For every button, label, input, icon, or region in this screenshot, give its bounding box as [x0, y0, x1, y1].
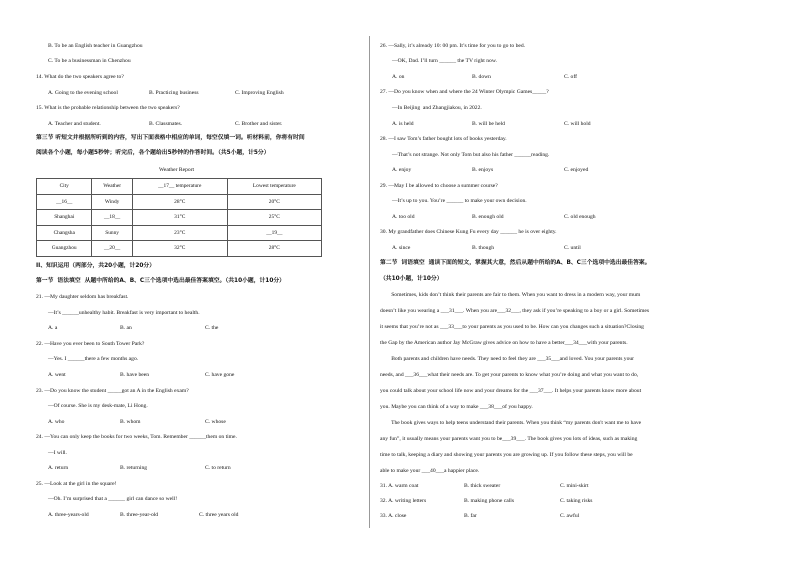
q30-option-c: C. until	[564, 245, 581, 251]
q24-option-b: B. returning	[120, 465, 148, 471]
table-cell: 28°C	[227, 241, 321, 257]
q25-stem: 25. —Look at the girl in the square!	[36, 481, 117, 487]
q33-option-c: C. awful	[560, 513, 580, 519]
q26-stem: 26. —Sally, it’s already 10: 00 pm. It’s time for you to go to bed.	[380, 43, 526, 49]
q32-option-c: C. taking risks	[560, 498, 593, 504]
q28-option-a: A. enjoy	[392, 167, 412, 173]
q26-option-b: B. down	[472, 74, 491, 80]
table-cell: Sunny	[92, 225, 132, 241]
q23-line2: —Of course. She is my desk-mate, Li Hong.	[48, 403, 148, 409]
q27-option-a: A. is held	[392, 121, 414, 127]
table-cell: __19__	[227, 225, 321, 241]
section2-instruction-line2: （共10小题，计10分）	[380, 276, 443, 282]
q33-option-a: 33. A. close	[380, 513, 407, 519]
table-row	[37, 225, 322, 241]
table-title: Weather Report	[159, 167, 195, 173]
passage-line: it seems that you’re not as ___33___to your parents as you used to be. How can you changes such a situation?Closing	[380, 324, 644, 330]
q28-option-b: B. enjoys	[472, 167, 494, 173]
section3-instruction-line2: 阅读各个小题，每小题5秒钟；听完后，各个题给出5秒钟的作答时间。（共5小题，计5分）	[36, 150, 270, 156]
q21-option-b: B. an	[120, 325, 132, 331]
q28-option-c: C. enjoyed	[564, 167, 589, 173]
q14-option-b: B. Practicing business	[149, 90, 199, 96]
passage-line: you. Maybe you can think of a way to make ___38___of you happy.	[380, 404, 533, 410]
q24-stem: 24. —You can only keep the books for two weeks, Tom. Remember ______them on time.	[36, 434, 237, 440]
passage-line: The book gives ways to help teens understand their parents. When you think “my parents don't want me to have	[380, 420, 642, 426]
q22-option-b: B. have been	[120, 372, 150, 378]
q32-option-a: 32. A. writing letters	[380, 498, 427, 504]
q30-option-a: A. since	[392, 245, 411, 251]
table-cell: Guangzhou	[37, 241, 92, 257]
q23-option-b: B. whom	[120, 419, 141, 425]
q21-stem: 21. —My daughter seldom has breakfast.	[36, 294, 129, 300]
table-cell: Changsha	[37, 225, 92, 241]
table-row	[37, 210, 322, 226]
q30-stem: 30. My grandfather does Chinese Kung Fu every day ______ he is over eighty.	[380, 229, 557, 235]
q29-option-b: B. enough old	[472, 214, 504, 220]
section3-instruction-line1: 第三节 听短文并根据所听到的内容，写出下面表格中相应的单词，每空仅填一词。听材料前，你将有时间	[36, 135, 305, 141]
q29-stem: 29. —May I be allowed to choose a summer course?	[380, 183, 498, 189]
column-divider	[369, 36, 370, 528]
q23-option-a: A. who	[48, 419, 65, 425]
q27-stem: 27. —Do you know when and where the 24 Winter Olympic Games_____?	[380, 89, 549, 95]
q32-option-b: B. making phone calls	[464, 498, 515, 504]
q15-option-b: B. Classmates.	[149, 121, 183, 127]
q26-line2: —OK, Dad. I’ll turn ______ the TV right now.	[392, 58, 497, 64]
table-header-row	[37, 179, 322, 195]
table-cell: 23°C	[132, 225, 227, 241]
table-cell: 28°C	[132, 194, 227, 210]
table-header: Weather	[92, 179, 132, 195]
passage-line: Sometimes, kids don’t think their parents are fair to them. When you want to dress in a modern way, your mum	[380, 292, 641, 298]
q14-option-a: A. Going to the evening school	[48, 90, 118, 96]
passage-line: time to talk, keeping a diary and showing your parents you are growing up. If you follow these steps, you will be	[380, 452, 633, 458]
q23-stem: 23. —Do you know the student _____got an A in the English exam?	[36, 388, 189, 394]
q24-option-c: C. to return	[205, 465, 231, 471]
q28-line2: —That’s not strange. Not only Tom but also his father ______reading.	[392, 152, 550, 158]
q29-line2: —It’s up to you. You’re ______ to make your own decision.	[392, 198, 527, 204]
q27-option-c: C. will hold	[564, 121, 591, 127]
q14-option-c: C. Improving English	[235, 90, 284, 96]
passage-line: you could talk about your school life now and your dreams for the ___37___. It helps your parents know more about	[380, 388, 642, 394]
passage-line: the Gap by the American author Jay McGraw gives advice on how to have a better___34___with your parents.	[380, 340, 628, 346]
passage-line: able to make your ___40___a happier place.	[380, 468, 480, 474]
q22-stem: 22. —Have you ever been to South Tower Park?	[36, 341, 145, 347]
section2-instruction-line1: 第二节 词语填空 通读下面的短文，掌握其大意，然后从题中所给的A、B、C三个选项中选出最佳答案。	[380, 260, 651, 266]
q15-option-c: C. Brother and sister.	[235, 121, 283, 127]
table-header: City	[37, 179, 92, 195]
q26-option-c: C. off	[564, 74, 577, 80]
table-cell: __20__	[92, 241, 132, 257]
q22-option-a: A. went	[48, 372, 66, 378]
q30-option-b: B. though	[472, 245, 495, 251]
part2-section1-instruction: 第一节 语法填空 从题中所给的A、B、C三个选项中选出最佳答案填空。（共10小题，计10分）	[36, 278, 285, 284]
weather-report-table	[36, 178, 322, 257]
q13-option-b: B. To be an English teacher in Guangzhou	[48, 43, 143, 49]
q29-option-a: A. too old	[392, 214, 415, 220]
q21-option-a: A. a	[48, 325, 58, 331]
passage-line: doesn’t like you wearing a ___31___. When you are___32___, they ask if you’re speaking to a boy or a girl. Sometimes	[380, 308, 650, 314]
q31-option-c: C. mini-skirt	[560, 483, 589, 489]
q23-option-c: C. whose	[205, 419, 226, 425]
table-header: __17__ temperature	[132, 179, 227, 195]
table-cell: 31°C	[132, 210, 227, 226]
q29-option-c: C. old enough	[564, 214, 596, 220]
q28-stem: 28. —I saw Tom’s father bought lots of books yesterday.	[380, 136, 507, 142]
q13-option-c: C. To be a businessman in Chenzhou	[48, 58, 131, 64]
q24-line2: —I will.	[48, 450, 67, 456]
q27-line2: —In Beijing and Zhangjiakou, in 2022.	[392, 105, 482, 111]
q21-option-c: C. the	[205, 325, 219, 331]
table-row	[37, 194, 322, 210]
table-cell: 32°C	[132, 241, 227, 257]
q15-option-a: A. Teacher and student.	[48, 121, 101, 127]
q25-option-b: B. three-year-old	[120, 512, 159, 518]
q21-line2: —It’s ______unhealthy habit. Breakfast is very important to health.	[48, 310, 200, 316]
q25-line2: —Oh. I’m surprised that a ______ girl can dance so well!	[48, 496, 178, 502]
table-cell: Shanghai	[37, 210, 92, 226]
part2-title: II、知识运用（两部分，共20小题，计20分）	[36, 263, 155, 269]
table-cell: Windy	[92, 194, 132, 210]
q25-option-a: A. three-years-old	[48, 512, 89, 518]
passage-line: any fun”, it usually means your parents want you to be___39___. The book gives you lots of ideas, such as making	[380, 436, 638, 442]
q24-option-a: A. return	[48, 465, 69, 471]
table-row	[37, 241, 322, 257]
q27-option-b: B. will be held	[472, 121, 505, 127]
q14-stem: 14. What do the two speakers agree to?	[36, 74, 124, 80]
table-cell: __16__	[37, 194, 92, 210]
passage-line: needs, and ___36___what their needs are. To get your parents to know what you’re doing and what you want to do,	[380, 372, 639, 378]
q22-line2: —Yes. I ______there a few months ago.	[48, 356, 139, 362]
table-cell: __18__	[92, 210, 132, 226]
table-header: Lowest temperature	[227, 179, 321, 195]
q31-option-a: 31. A. warm coat	[380, 483, 419, 489]
q22-option-c: C. have gone	[205, 372, 235, 378]
q33-option-b: B. far	[464, 513, 477, 519]
table-cell: 25°C	[227, 210, 321, 226]
q25-option-c: C. three years old	[199, 512, 239, 518]
q26-option-a: A. on	[392, 74, 405, 80]
table-cell: 20°C	[227, 194, 321, 210]
passage-line: Both parents and children have needs. They need to feel they are ___35___and loved. You your parents your	[380, 356, 635, 362]
q31-option-b: B. thick sweater	[464, 483, 501, 489]
q15-stem: 15. What is the probable relationship between the two speakers?	[36, 105, 180, 111]
